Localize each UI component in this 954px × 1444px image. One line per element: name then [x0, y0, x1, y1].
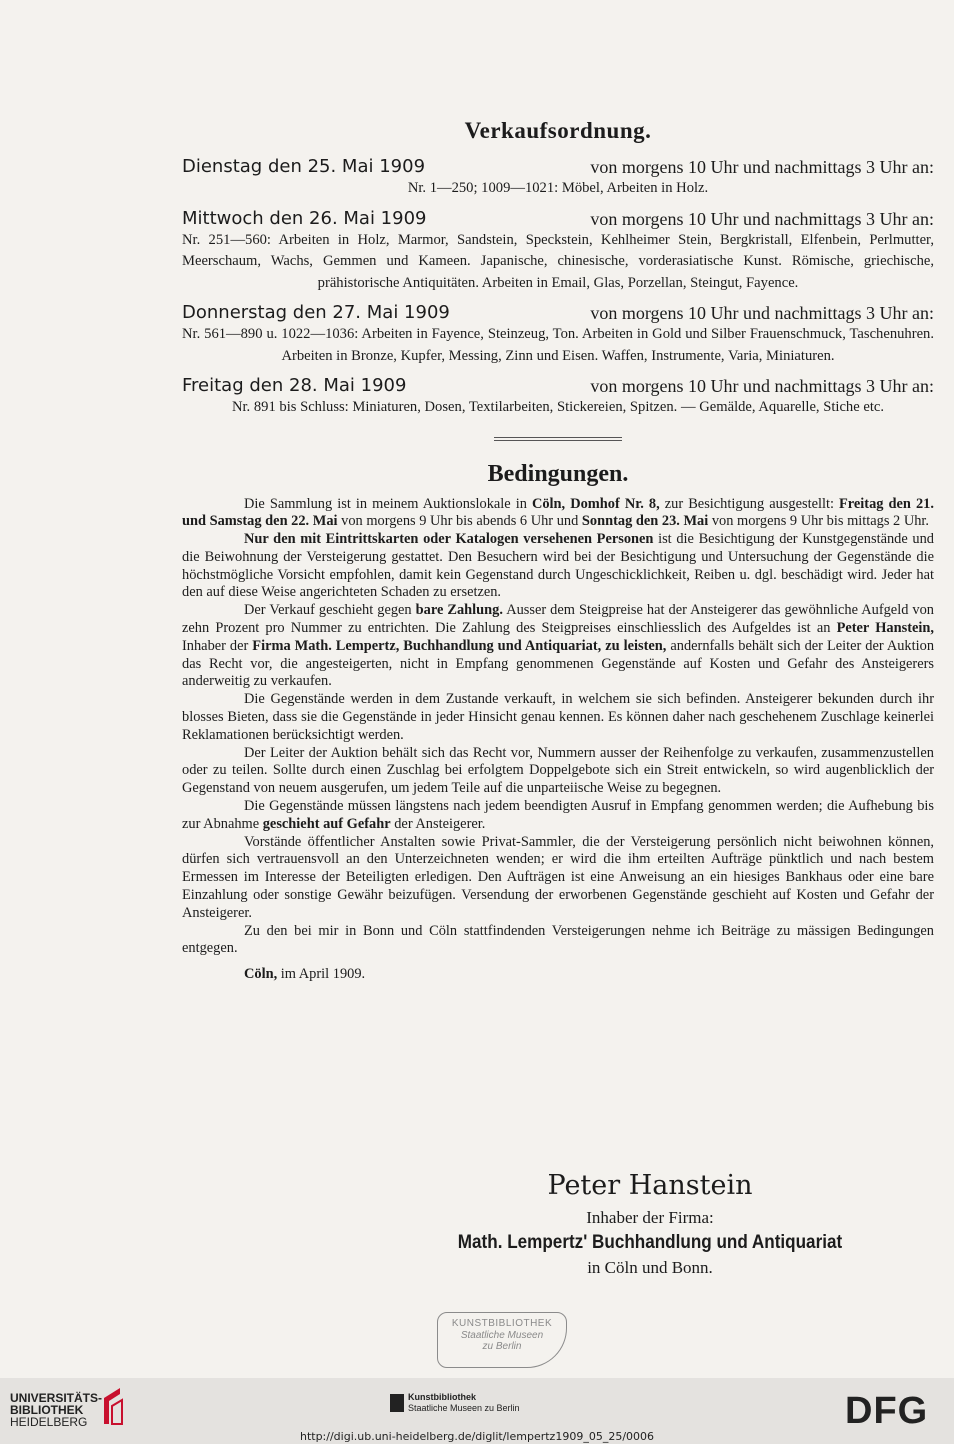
signatory-name: Peter Hanstein: [547, 1170, 753, 1201]
conditions-title: Bedingungen.: [487, 460, 629, 487]
condition-paragraph: Die Gegenstände werden in dem Zustande verkauft, in welchem sie sich befinden. Ansteigerer bekunden durch ihr blosses Bieten, dass sie die Gegenstände in jeder Hinsicht genau kennen. Es können daher nach geschehenem Zuschlage keinerlei Reklamationen berücksichtigt werden.: [182, 691, 934, 743]
signatory-role: Inhaber der Firma:: [586, 1208, 714, 1227]
viewer-footer: [0, 1378, 954, 1444]
signature-block: [380, 1170, 920, 1278]
section-divider: [494, 437, 622, 441]
condition-paragraph: Zu den bei mir in Bonn und Cöln stattfindenden Versteigerungen nehme ich Beiträge zu mässigen Bedingungen entgegen.: [182, 922, 934, 957]
day-heading: Donnerstag den 27. Mai 1909: [182, 302, 450, 323]
page-title: Verkaufsordnung.: [464, 118, 652, 143]
dfg-logo[interactable]: DFG: [845, 1390, 929, 1432]
uni-heidelberg-mark-icon: [100, 1384, 126, 1428]
day-lots: Nr. 891 bis Schluss: Miniaturen, Dosen, Textilarbeiten, Stickereien, Spitzen. — Gemälde, Aquarelle, Stiche etc.: [231, 399, 885, 415]
day-lots: Nr. 1—250; 1009—1021: Möbel, Arbeiten in Holz.: [407, 180, 709, 196]
day-time: von morgens 10 Uhr und nachmittags 3 Uhr an:: [590, 376, 934, 396]
kunstbibliothek-logo[interactable]: Kunstbibliothek Staatliche Museen zu Berlin: [408, 1392, 520, 1413]
condition-paragraph: Der Verkauf geschieht gegen bare Zahlung. Ausser dem Steigpreise hat der Ansteigerer das gewöhnliche Aufgeld von zehn Prozent pro Nummer zu entrichten. Die Zahlung des Steigpreises einschliesslich des Aufgeldes ist an Peter Hanstein, Inhaber der Firma Math. Lempertz, Buchhandlung und Antiquariat, zu leisten, andernfalls behält sich der Leiter der Auktion das Recht vor, die angesteigerten, nicht in Empfang genommenen Gegenstände auf Kosten und Gefahr des Ansteigerers anderweitig zu verkaufen.: [182, 602, 935, 690]
firm-name: Math. Lempertz' Buchhandlung und Antiquariat: [457, 1232, 843, 1253]
day-heading: Freitag den 28. Mai 1909: [182, 375, 407, 396]
permalink-url[interactable]: http://digi.ub.uni-heidelberg.de/diglit/lempertz1909_05_25/0006: [299, 1430, 655, 1443]
condition-paragraph: Vorstände öffentlicher Anstalten sowie Privat-Sammler, die der Versteigerung persönlich nicht beiwohnen können, dürfen sich vertrauensvoll an den Unterzeichneten wenden; er wird die ihm erteilten Aufträge pünktlich und nach bestem Ermessen im Interesse der Beteiligten erledigen. Den Aufträgen ist eine Anweisung an ein hiesiges Bankhaus oder eine bare Einzahlung oder sonstige Gewähr beizufügen. Versendung der erworbenen Gegenstände geschieht auf Kosten und Gefahr der Ansteigerer.: [182, 833, 934, 921]
library-stamp: KUNSTBIBLIOTHEK Staatliche Museen zu Berlin: [437, 1312, 567, 1368]
condition-paragraph: Die Sammlung ist in meinem Auktionslokale in Cöln, Domhof Nr. 8, zur Besichtigung ausgestellt: Freitag den 21. und Samstag den 22. Mai von morgens 9 Uhr bis abends 6 Uhr und Sonntag den 23. Mai von morgens 9 Uhr bis mittags 2 Uhr.: [182, 495, 934, 530]
schedule-day-2: [182, 208, 934, 295]
conditions-body: [182, 496, 934, 984]
place-date: Cöln, im April 1909.: [244, 966, 366, 983]
kunstbibliothek-logo-icon: [390, 1394, 404, 1412]
schedule-day-4: [182, 375, 934, 419]
day-heading: Mittwoch den 26. Mai 1909: [182, 207, 427, 229]
schedule-day-3: [182, 302, 934, 367]
day-lots: Nr. 251—560: Arbeiten in Holz, Marmor, Sandstein, Speckstein, Kehlheimer Stein, Bergkristall, Elfenbein, Perlmutter, Meerschaum, Wachs, Gemmen und Kameen. Japanische, chinesische, vorderasiatische Kunst. Römische, griechische, prähistorische Antiquitäten. Arbeiten in Email, Glas, Porzellan, Steingut, Fayence.: [182, 231, 934, 291]
schedule-day-1: [182, 156, 934, 200]
condition-paragraph: Der Leiter der Auktion behält sich das Recht vor, Nummern ausser der Reihenfolge zu verkaufen, zusammenzustellen oder zu teilen. Sollte durch einen Zuschlag bei erfolgtem Doppelgebote sich ein Streit entwickeln, so wird augenblicklich der Gegenstand von neuem ausgerufen, um jedem Teile auf die unparteiische Weise zu begegnen.: [182, 744, 934, 797]
page-content: [182, 108, 934, 983]
day-time: von morgens 10 Uhr und nachmittags 3 Uhr an:: [590, 303, 934, 323]
uni-heidelberg-logo[interactable]: UNIVERSITÄTS- BIBLIOTHEK HEIDELBERG: [10, 1391, 103, 1429]
day-lots: Nr. 561—890 u. 1022—1036: Arbeiten in Fayence, Steinzeug, Ton. Arbeiten in Gold und Silber Frauenschmuck, Taschenuhren. Arbeiten in Bronze, Kupfer, Messing, Zinn und Eisen. Waffen, Instrumente, Varia, Miniaturen.: [182, 326, 934, 364]
day-time: von morgens 10 Uhr und nachmittags 3 Uhr an:: [590, 208, 934, 229]
firm-location: in Cöln und Bonn.: [587, 1258, 713, 1277]
day-heading: Dienstag den 25. Mai 1909: [182, 156, 426, 177]
condition-paragraph: Die Gegenstände müssen längstens nach jedem beendigten Ausruf in Empfang genommen werden; die Aufhebung bis zur Abnahme geschieht auf Gefahr der Ansteigerer.: [182, 798, 934, 832]
condition-paragraph: Nur den mit Eintrittskarten oder Katalogen versehenen Personen ist die Besichtigung der Kunstgegenstände und die Beiwohnung der Versteigerung gestattet. Den Besuchern wird bei der Besichtigung und Untersuchung der Gegenstände die höchstmögliche Vorsicht empfohlen, damit kein Gegenstand durch Ungeschicklichkeit, Reiben u. dgl. beschädigt wird. Jeder hat den auf diese Weise angerichteten Schaden zu ersetzen.: [182, 531, 934, 601]
day-time: von morgens 10 Uhr und nachmittags 3 Uhr an:: [590, 157, 934, 177]
